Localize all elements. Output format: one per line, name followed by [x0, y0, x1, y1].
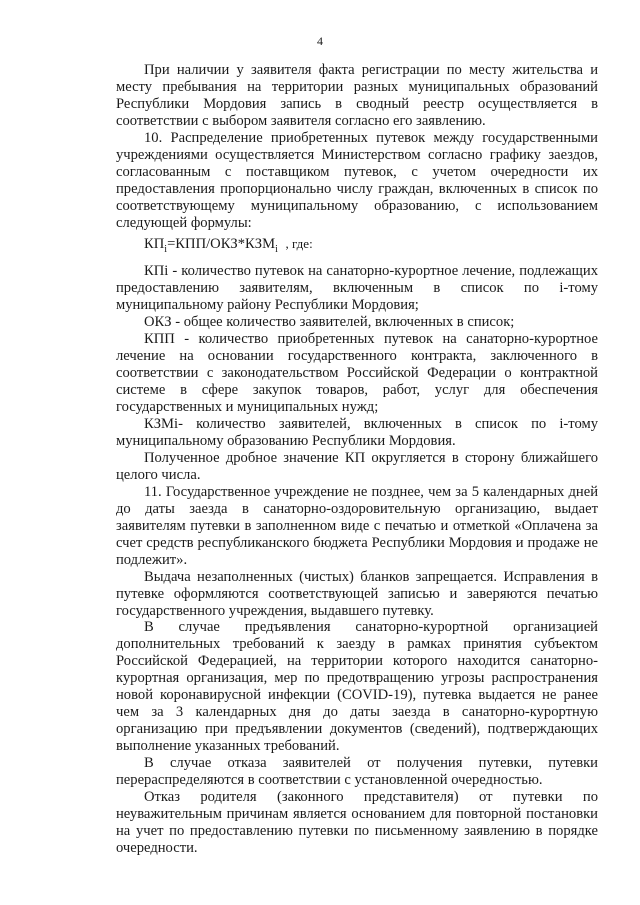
paragraph-rounding: Полученное дробное значение КП округляется в сторону ближайшего целого числа. [116, 449, 598, 483]
document-body [116, 62, 598, 857]
paragraph-registration: При наличии у заявителя факта регистрации по месту жительства и месту пребывания на территории разных муниципальных образований Республики Мордовия запись в сводный реестр осуществляется в соответствии с выбором заявителя согласно его заявлению. [116, 62, 598, 129]
paragraph-blank-forms: Выдача незаполненных (чистых) бланков запрещается. Исправления в путевке оформляются соответствующей записью и заверяются печатью государственного учреждения, выдавшего путевку. [116, 568, 598, 619]
paragraph-refusal-redistribution: В случае отказа заявителей от получения путевки, путевки перераспределяются в соответствии с установленной очередностью. [116, 755, 598, 789]
definition-kzmi: КЗМi- количество заявителей, включенных в список по i-тому муниципальному образованию Республики Мордовия. [116, 416, 598, 449]
formula-lhs: КП [144, 235, 165, 252]
page-number: 4 [317, 34, 323, 48]
formula-suffix: , где: [285, 235, 313, 251]
definition-kpi: КПi - количество путевок на санаторно-курортное лечение, подлежащих предоставлению заявителям, включенным в список по i-тому муниципальному району Республики Мордовия; [116, 263, 598, 314]
definition-kpp: КПП - количество приобретенных путевок на санаторно-курортное лечение на основании государственного контракта, заключенного в соответствии с законодательством Российской Федерации о контрактной системе в сфере закупок товаров, работ, услуг для обеспечения государственных и муниципальных нужд; [116, 331, 598, 416]
paragraph-item-11: 11. Государственное учреждение не позднее, чем за 5 календарных дней до даты заезда в санаторно-оздоровительную организацию, выдает заявителям путевки в заполненном виде с печатью и отметкой «Оплачена за счет средств республиканского бюджета Республики Мордовия и продаже не подлежит». [116, 483, 598, 568]
definition-okz: ОКЗ - общее количество заявителей, включенных в список; [144, 314, 515, 331]
formula-lhs-subscript: i [164, 243, 168, 255]
paragraph-covid-requirements: В случае предъявления санаторно-курортной организацией дополнительных требований к заезду в рамках принятия субъектом Российской Федерацией, на территории которого находится санаторно-курортная организация, мер по предотвращению угрозы распространения новой коронавирусной инфекции (COVID-19), путевка выдается не ранее чем за 3 календарных дня до даты заезда в санаторно-курортную организацию при предъявлении документов (сведений), подтверждающих выполнение указанных требований. [116, 619, 598, 755]
formula-rhs-subscript: i [275, 243, 278, 255]
paragraph-parent-refusal: Отказ родителя (законного представителя) от путевки по неуважительным причинам является основанием для повторной постановки на учет по предоставлению путевки по письменному заявлению в порядке очередности. [116, 788, 598, 856]
formula-rhs: =КПП/ОКЗ*КЗМ [167, 235, 276, 252]
distribution-formula [144, 234, 598, 260]
paragraph-item-10: 10. Распределение приобретенных путевок между государственными учреждениями осуществляется Министерством согласно графику заездов, согласованным с поставщиком путевок, с учетом очередности их предоставления пропорционально числу граждан, включенных в список по соответствующему муниципальному образованию, с использованием следующей формулы: [116, 129, 598, 231]
